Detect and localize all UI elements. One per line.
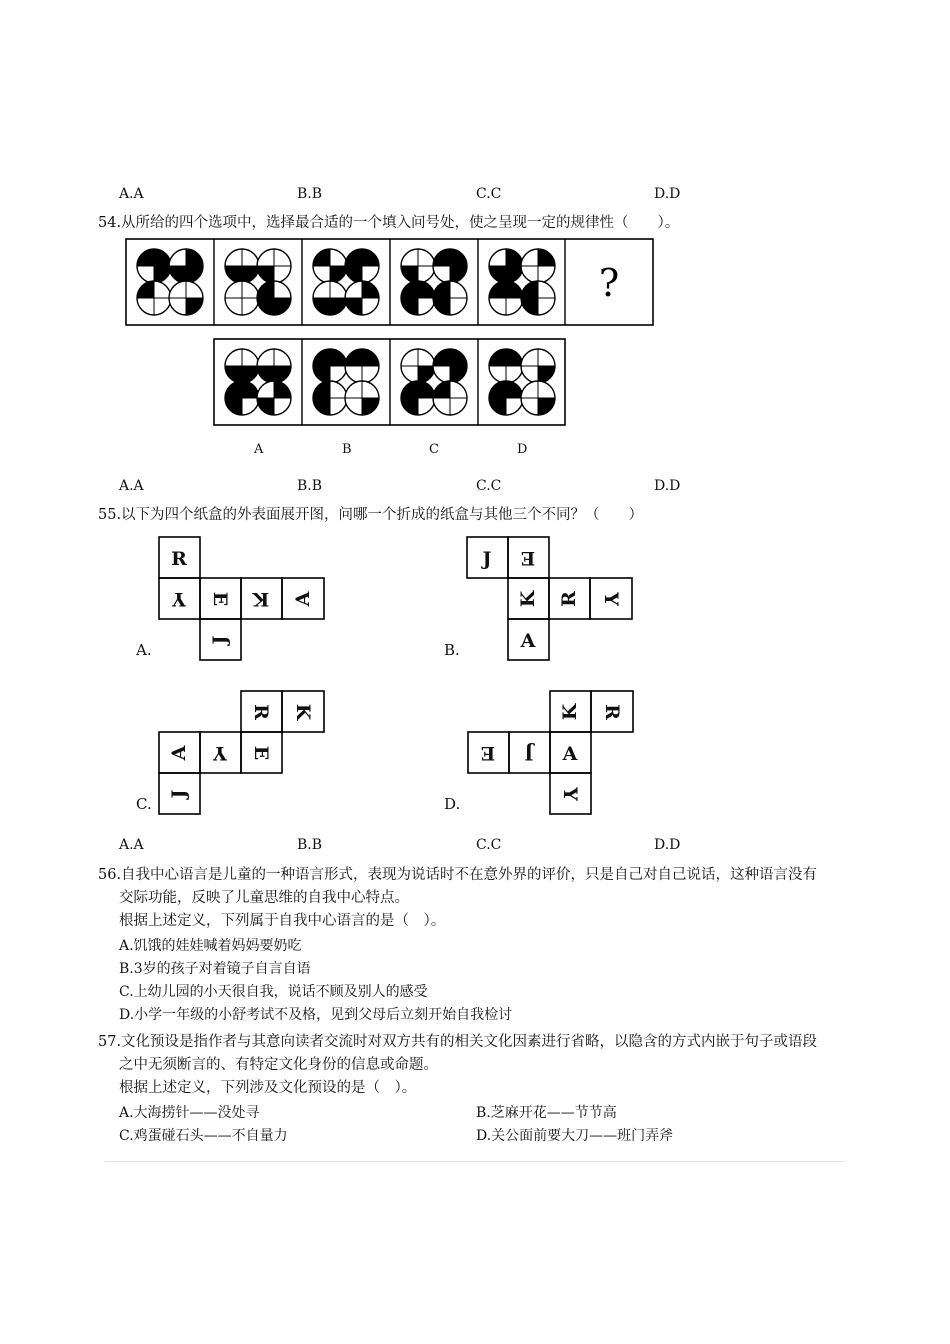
q55-b-face-k: K <box>517 590 539 608</box>
q55-d-face-k: K <box>559 703 581 721</box>
q56-option-a[interactable]: A.饥饿的娃娃喊着妈妈要奶吃 <box>119 938 302 954</box>
q56-question-line-2: 交际功能，反映了儿童思维的自我中心特点。 <box>119 890 409 906</box>
q55-c-face-r: R <box>250 704 272 720</box>
q55-c-face-a: A <box>168 745 190 761</box>
q55-figure <box>130 533 650 823</box>
q55-option-a[interactable]: A.A <box>119 837 144 853</box>
q54-question-mark: ? <box>598 261 620 305</box>
q55-a-face-e: E <box>209 591 231 607</box>
q55-figure-label-c: C. <box>136 795 152 813</box>
q54-choice-label-d: D <box>517 442 528 457</box>
q55-a-face-j: J <box>209 635 231 645</box>
q55-b-face-a: A <box>520 630 536 652</box>
q57-option-b[interactable]: B.芝麻开花——节节高 <box>476 1105 617 1121</box>
q57-question-line-2: 之中无须断言的、有特定文化身份的信息或命题。 <box>119 1057 438 1073</box>
q57-option-d[interactable]: D.关公面前要大刀——班门弄斧 <box>476 1128 674 1144</box>
q56-question-line-1: 56.自我中心语言是儿童的一种语言形式，表现为说话时不在意外界的评价，只是自己对自己说话，这种语言没有 <box>98 867 818 883</box>
q55-question: 55.以下为四个纸盒的外表面展开图，问哪一个折成的纸盒与其他三个不同？（ ） <box>98 507 644 523</box>
q56-option-c[interactable]: C.上幼儿园的小天很自我，说话不顾及别人的感受 <box>119 984 428 1000</box>
q56-prompt: 根据上述定义，下列属于自我中心语言的是（ ）。 <box>119 913 446 929</box>
q55-option-c[interactable]: C.C <box>476 837 502 853</box>
q54-option-d[interactable]: D.D <box>654 478 681 494</box>
q55-d-face-y: Y <box>559 787 581 801</box>
q54-option-a[interactable]: A.A <box>119 478 144 494</box>
q55-c-face-y: Y <box>213 742 227 764</box>
q57-question-line-1: 57.文化预设是指作者与其意向读者交流时对双方共有的相关文化因素进行省略，以隐含的方式内嵌于句子或语段 <box>98 1034 818 1050</box>
q54-choice-label-c: C <box>429 442 439 457</box>
q56-option-d[interactable]: D.小学一年级的小舒考试不及格，见到父母后立刻开始自我检讨 <box>119 1007 513 1023</box>
q55-a-face-k: K <box>252 588 270 610</box>
q55-d-face-a: A <box>562 743 578 765</box>
q57-option-a[interactable]: A.大海捞针——没处寻 <box>119 1105 260 1121</box>
q56-option-b[interactable]: B.3岁的孩子对着镜子自言自语 <box>119 961 311 977</box>
q55-a-face-r: R <box>171 548 187 570</box>
q55-figure-label-d: D. <box>444 795 461 813</box>
q54-question: 54.从所给的四个选项中，选择最合适的一个填入问号处，使之呈现一定的规律性（ ）。 <box>98 215 680 231</box>
q55-d-face-r: R <box>601 704 623 720</box>
q55-b-face-r: R <box>558 591 580 607</box>
q55-option-d[interactable]: D.D <box>654 837 681 853</box>
q55-d-face-j: J <box>524 742 534 764</box>
q54-choice-label-b: B <box>342 442 352 457</box>
q55-figure-label-a: A. <box>136 641 152 659</box>
q54-choice-label-a: A <box>254 442 264 457</box>
q55-c-face-k: K <box>292 703 314 721</box>
q54-figure <box>125 238 655 428</box>
q53-option-b[interactable]: B.B <box>297 186 323 202</box>
q55-c-face-j: J <box>168 789 190 799</box>
q55-option-b[interactable]: B.B <box>297 837 323 853</box>
q57-prompt: 根据上述定义，下列涉及文化预设的是（ ）。 <box>119 1080 417 1096</box>
q54-option-b[interactable]: B.B <box>297 478 323 494</box>
q57-option-c[interactable]: C.鸡蛋碰石头——不自量力 <box>119 1128 288 1144</box>
q53-option-c[interactable]: C.C <box>476 186 502 202</box>
q53-option-a[interactable]: A.A <box>119 186 144 202</box>
q55-b-face-y: Y <box>600 592 622 606</box>
q54-option-c[interactable]: C.C <box>476 478 502 494</box>
q55-d-face-e: E <box>480 742 496 764</box>
q55-b-face-j: J <box>482 548 492 570</box>
page-divider <box>105 1161 845 1162</box>
q55-figure-label-b: B. <box>444 641 460 659</box>
q55-a-face-a: A <box>292 591 314 607</box>
q55-a-face-y: Y <box>172 588 186 610</box>
q55-c-face-e: E <box>250 745 272 761</box>
q53-option-d[interactable]: D.D <box>654 186 681 202</box>
q55-b-face-e: E <box>520 547 536 569</box>
